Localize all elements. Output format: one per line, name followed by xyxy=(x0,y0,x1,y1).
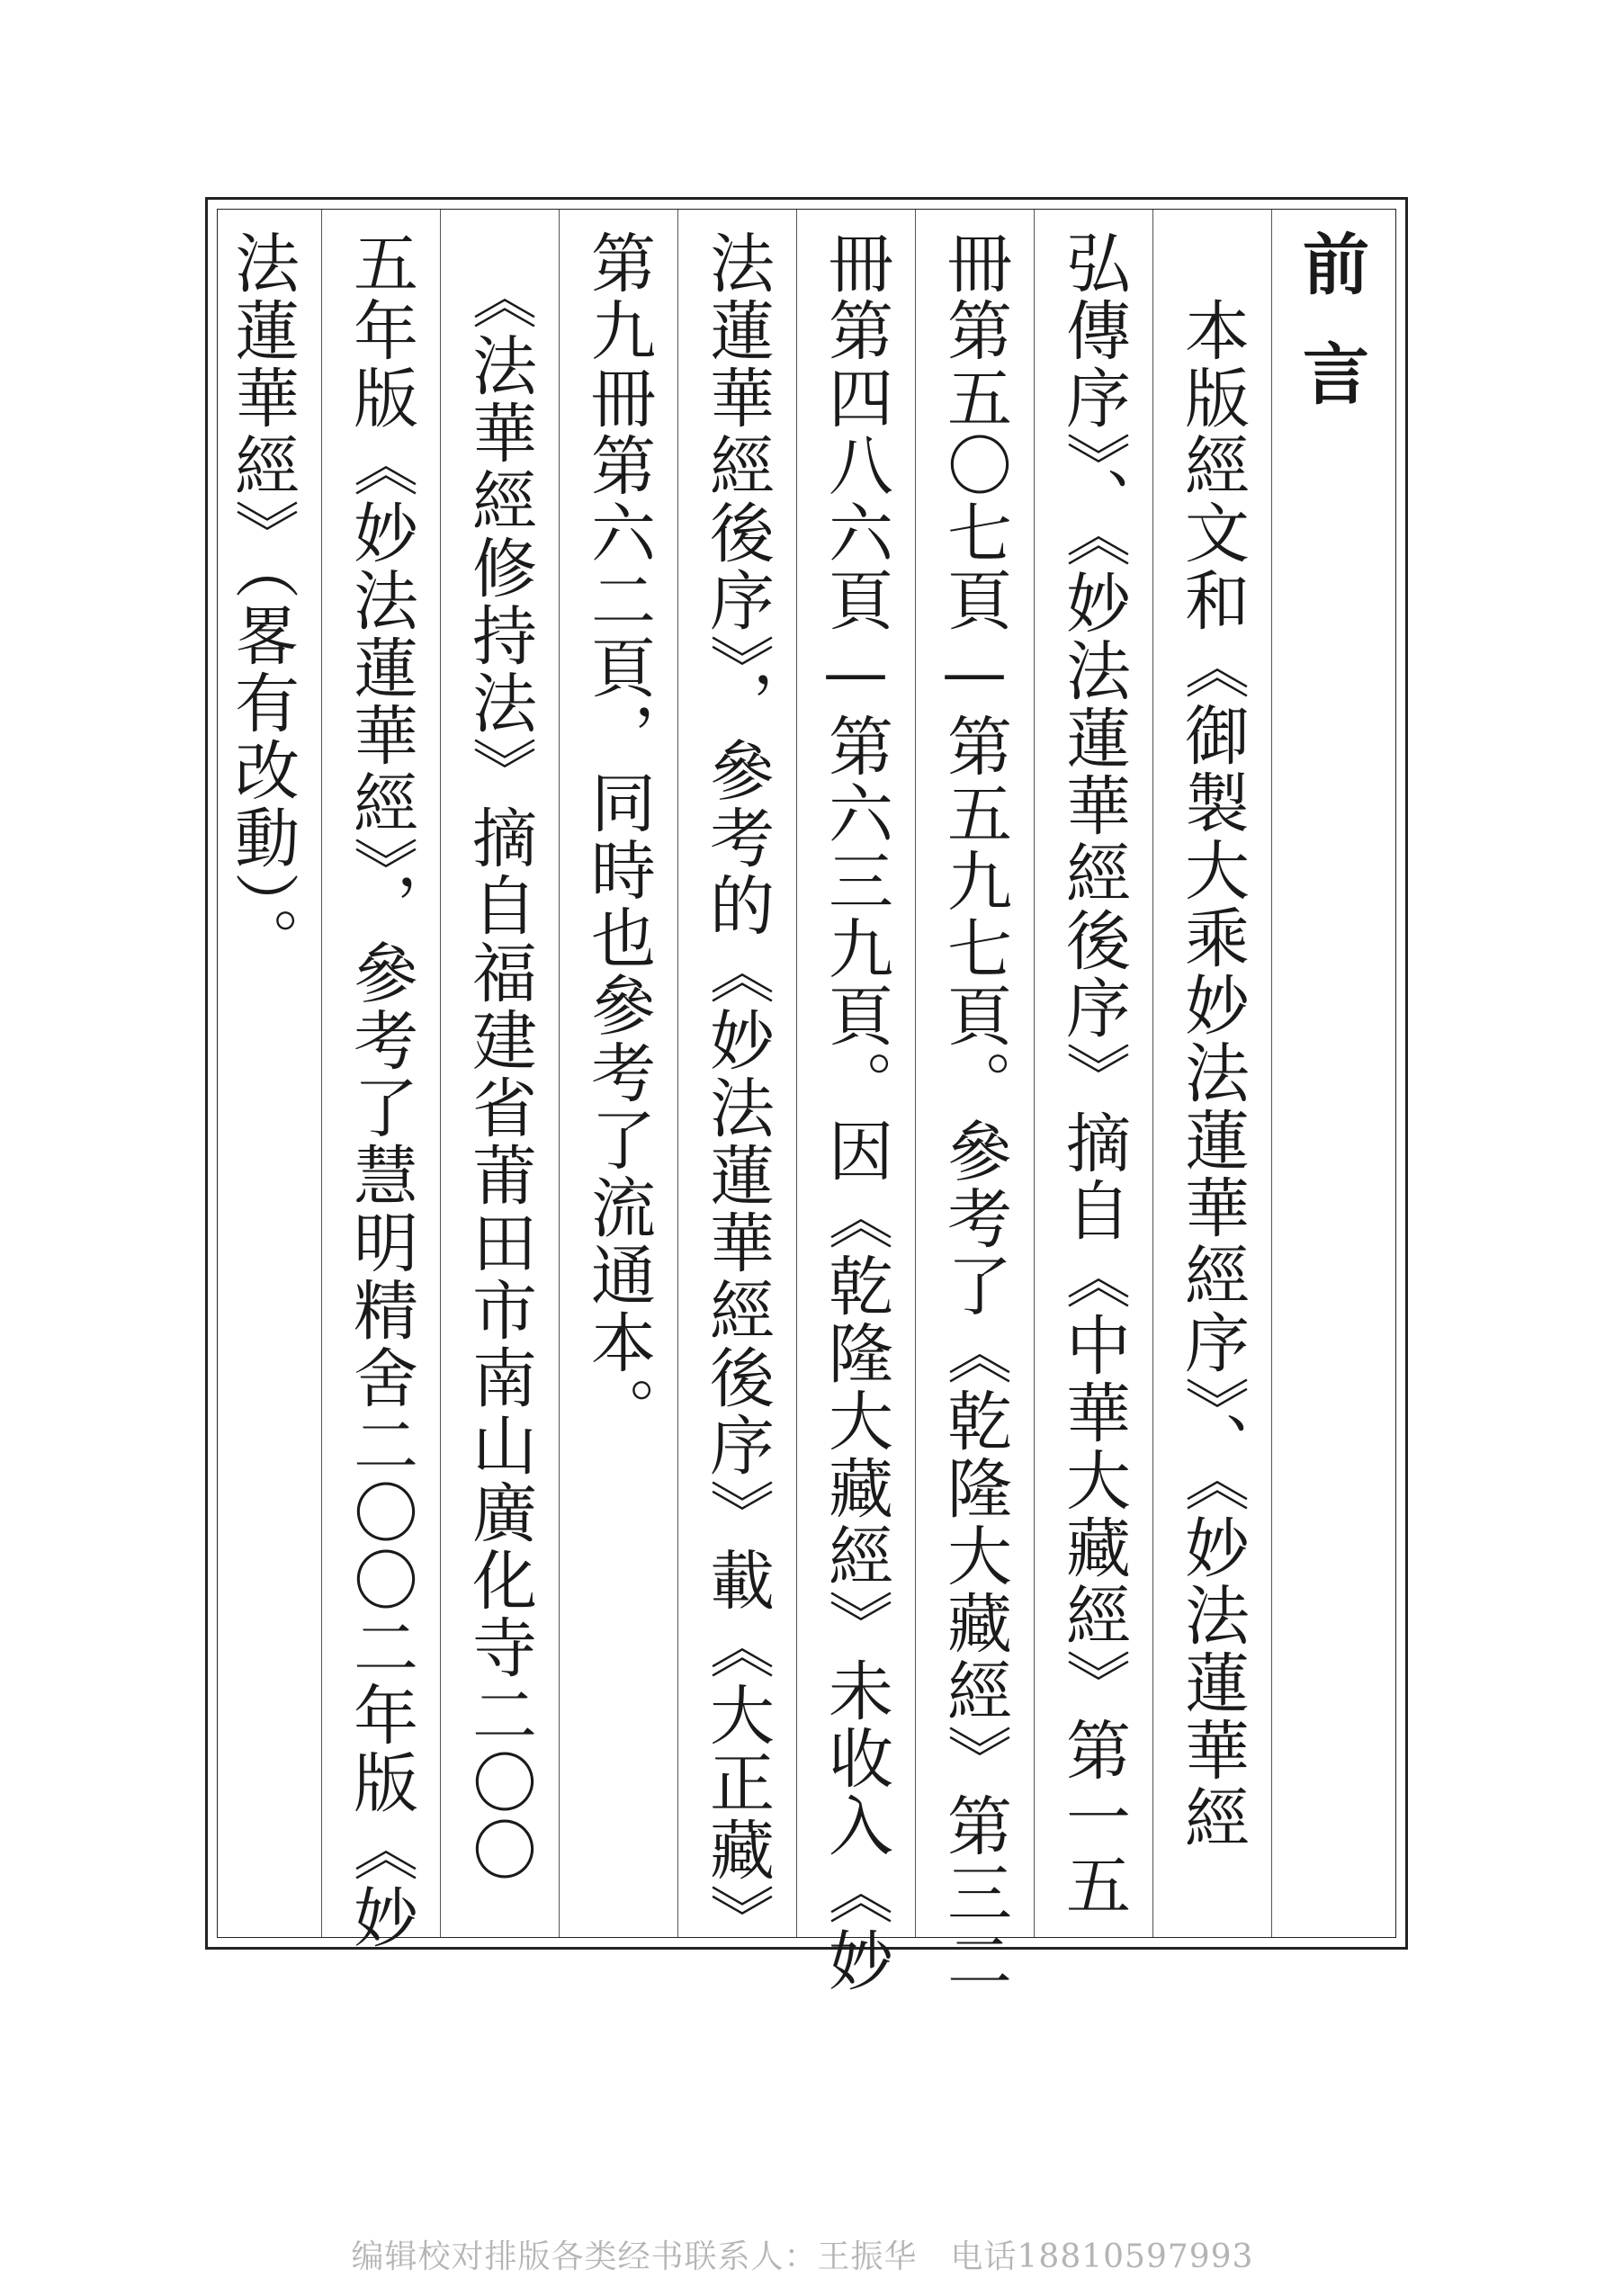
text-column-6: 第九冊第六二頁，同時也參考了流通本。 xyxy=(580,229,656,1444)
text-column-3: 冊第五〇七頁—第五九七頁。參考了《乾隆大藏經》第三二 xyxy=(937,229,1012,1995)
text-column-4: 冊第四八六頁—第六三九頁。因《乾隆大藏經》未收入《妙 xyxy=(818,229,893,1995)
text-column-1: 本版經文和《御製大乘妙法蓮華經序》、《妙法蓮華經 xyxy=(1174,229,1250,1852)
text-column-5: 法蓮華經後序》，參考的《妙法蓮華經後序》載《大正藏》 xyxy=(699,229,775,1951)
text-column-2: 弘傳序》、《妙法蓮華經後序》摘自《中華大藏經》第一五 xyxy=(1055,229,1131,1919)
page-inner-frame xyxy=(217,209,1396,1995)
text-column-7: 《法華經修持法》摘自福建省莆田市南山廣化寺二〇〇 xyxy=(462,229,537,1884)
page-frame xyxy=(205,197,1408,1995)
footer-contact-note: 编辑校对排版各类经书联系人：王振华 电话18810597993 xyxy=(351,2238,1254,2275)
text-column-9: 法蓮華經》（畧有改動）。 xyxy=(224,229,300,974)
text-column-8: 五年版《妙法蓮華經》，參考了慧明精舍二〇〇二年版《妙 xyxy=(343,229,418,1951)
page-title: 前言 xyxy=(1292,229,1369,449)
